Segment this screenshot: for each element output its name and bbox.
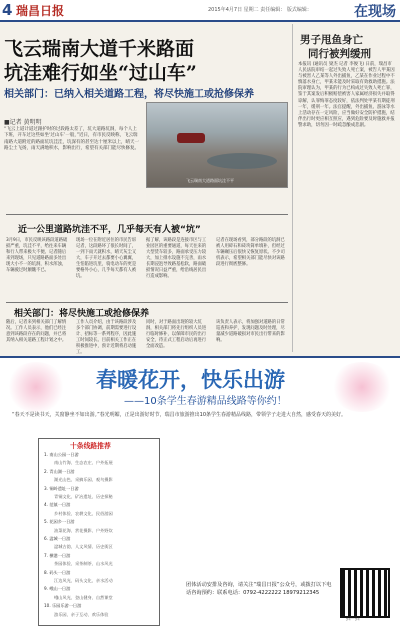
story2-col2: 工作人员介绍，由于该路段涉及多个部门协调，前期需要进行设计、招标等一系列程序，因此施工时间较长。目前相关工作正在积极推进中，预计近期将启动施工。 xyxy=(76,320,137,356)
route-item: 游乐园、亲子互动、欢乐体验 xyxy=(54,611,109,617)
ad-subtitle: ——10条学生春游精品线路等你约！ xyxy=(124,396,287,407)
route-item: 4. 范镇一日游 xyxy=(44,502,71,508)
ad-intro: “春天不是读书天，关窗静坐不如出游。”春光明媚，正是出游好时节，瑞昌市旅游推出10条学生春游精品线路，带领学子走进大自然，感受春天的美好。 xyxy=(12,412,347,418)
right-headline-line2: 同行被判缓刑 xyxy=(308,48,371,60)
byline: ■记者 黄明明 xyxy=(4,119,42,126)
page-number: 4 xyxy=(2,1,13,19)
route-item: 乡村体验、农耕文化、民俗游园 xyxy=(54,510,113,516)
qr-caption: 扫一扫 xyxy=(346,617,360,622)
section-title: 在现场 xyxy=(354,4,396,20)
right-headline-line1: 男子甩鱼身亡 xyxy=(300,34,363,46)
right-article-body: 本报讯 (通讯员 梁杰 记者 李俊飞) 日前，瑞昌市人民法院审结一起过失致人死亡案，被告人甲某因与被害人乙某等人外出捕鱼，乙某在作业过程中不慎落水身亡，甲某未能及时采取有效救助措施。法院审理认为，甲某的行为已构成过失致人死亡罪，鉴于其案发后积极赔偿被害人家属经济损失并取得谅解，认罪悔罪态度较好，依法判处甲某有期徒刑一年，缓刑一年。法官提醒，外出捕鱼、游泳等水上活动存在一定风险，应当做好安全防护措施，结伴出行时更应相互照应，遇到危险要及时施救并报警求助，切勿因一时疏忽酿成悲剧。 xyxy=(298,62,395,128)
route-item: 江边风光、码头文化、亲水活动 xyxy=(54,578,113,583)
story2-headline: 相关部门：将尽快施工或抢修保养 xyxy=(14,309,150,319)
column-divider xyxy=(292,24,293,352)
route-item: 10. 乐园乐游一日游 xyxy=(44,603,82,609)
route-item: 峨山风光、登山健身、自然课堂 xyxy=(54,594,113,600)
route-item: 9. 峨山一日游 xyxy=(44,586,71,592)
ad-title: 春暖花开，快乐出游 xyxy=(96,367,285,392)
main-headline-line1: 飞云瑞南大道千米路面 xyxy=(4,38,195,60)
story1-col1: 3月9日，市民反映该路段道路破损严重，坑洼不平，给往来车辆和行人带来极大不便。记者随后来到现场，只见道路路面多处出现大小不一的坑洞，积水浑浊，车辆驶过时颠簸不已。 xyxy=(6,238,68,274)
puddle-image xyxy=(207,153,277,169)
main-headline-line2: 坑洼难行如坐“过山车” xyxy=(4,62,197,84)
story2-col1: 随后，记者来到相关部门了解情况。工作人员表示，他们已经注意到该路段存在的问题，并已将其纳入相关道路工程计划之中。 xyxy=(6,320,67,344)
route-item: 6. 湓城一日游 xyxy=(44,536,71,541)
road-photo xyxy=(146,102,288,188)
route-item: 湓城古韵、人文风情、历史街区 xyxy=(54,544,113,550)
route-item: 油菜花海、赏花摄影、户外野炊 xyxy=(54,527,113,533)
qr-code-icon[interactable] xyxy=(340,568,390,618)
divider-rule xyxy=(6,302,288,303)
story1-col3: 据了解，该路段是连接市区与工业园区的重要通道，每天往来的大型货车较多，路面承受压力较大，加上排水设施不完善，雨水长期浸泡导致路基松软，路面破损情况日益严重，给沿线居民出行造成影响。 xyxy=(146,238,207,280)
route-item: 1. 南山公园一日游 xyxy=(44,452,79,457)
blossom-decoration xyxy=(330,362,394,412)
story1-col4: 记者在现场看到，部分路段的坑洞已被人用碎石和砖块简单填补，但经过车辆碾压后很快又恢复原状。不少司机表示，希望相关部门能尽快对该路段进行彻底整修。 xyxy=(216,238,285,268)
newspaper-name: 瑞昌日报 xyxy=(16,4,65,18)
route-item: 7. 横港一日游 xyxy=(44,552,71,558)
story2-col4: 该负责人表示，将加强对道路的日常巡查和养护，发现问题及时处理，尽量减少道路破损对市民出行带来的影响。 xyxy=(216,320,285,344)
route-item: 湖光山色、采摘乐园、观鸟摄影 xyxy=(54,477,113,483)
route-item: 南山竹海、生态农庄、户外拓展 xyxy=(54,460,113,466)
ad-contact: 团体活动安排及咨询，请关注“瑞昌日报”公众号，或拨打以下电话咨询预约：联系电话：0792-4222222 18979212345 xyxy=(186,582,332,596)
header-date: 2015年4月7日 星期二 责任编辑： 版式编辑： xyxy=(208,7,312,13)
route-item: 2. 青山湖一日游 xyxy=(44,468,75,474)
story2-col3: 同时，对于路面出现的较大坑洞，相关部门将先行组织人员进行临时修补，以保障市民的出行安全，待正式工程启动后再进行全面改造。 xyxy=(146,320,207,350)
story1-headline: 近一公里道路坑洼不平，几乎每天有人被“坑” xyxy=(18,225,201,235)
route-item: 茶园体验、采茶制茶、山水风光 xyxy=(54,561,113,567)
main-subheadline: 相关部门：已纳入相关道路工程，将尽快施工或抢修保养 xyxy=(4,89,254,100)
story1-col2: 现场一位在附近居住的市民告诉记者，这段路坏了很长时间了，一到下雨天就积水，晴天灰尘又大，车子开过去都要小心翼翼，生怕陷进坑里，骑电动车的更是要格外小心，几乎每天都有人被坑。 xyxy=(76,238,137,280)
route-item: 5. 花园乡一日游 xyxy=(44,519,75,525)
main-intro: “飞云上道计道过跟护时的过段路太差了，坑大道路坑洞，每个人上下班，开车过这些如坐‘过山车’一般，”近日，有市民反映称，飞云瑞南路大道附近的路面坑坑洼洼，坑深有的甚至达十厘米以上，晴天一路尘土飞扬，雨天满地积水，影响出行，希望有关部门能尽快修复。 xyxy=(4,127,139,151)
route-list-title: 十条线路推荐 xyxy=(70,442,111,450)
route-item: 3. 铜岭遗址一日游 xyxy=(44,485,79,491)
car-image xyxy=(177,133,205,143)
route-item: 8. 码头一日游 xyxy=(44,569,71,575)
photo-caption: 飞云瑞南大道路面坑洼不平 xyxy=(186,178,234,183)
blossom-decoration xyxy=(6,362,66,412)
divider-rule xyxy=(6,214,288,215)
route-item: 青铜文化、矿冶遗址、历史探秘 xyxy=(54,494,113,499)
